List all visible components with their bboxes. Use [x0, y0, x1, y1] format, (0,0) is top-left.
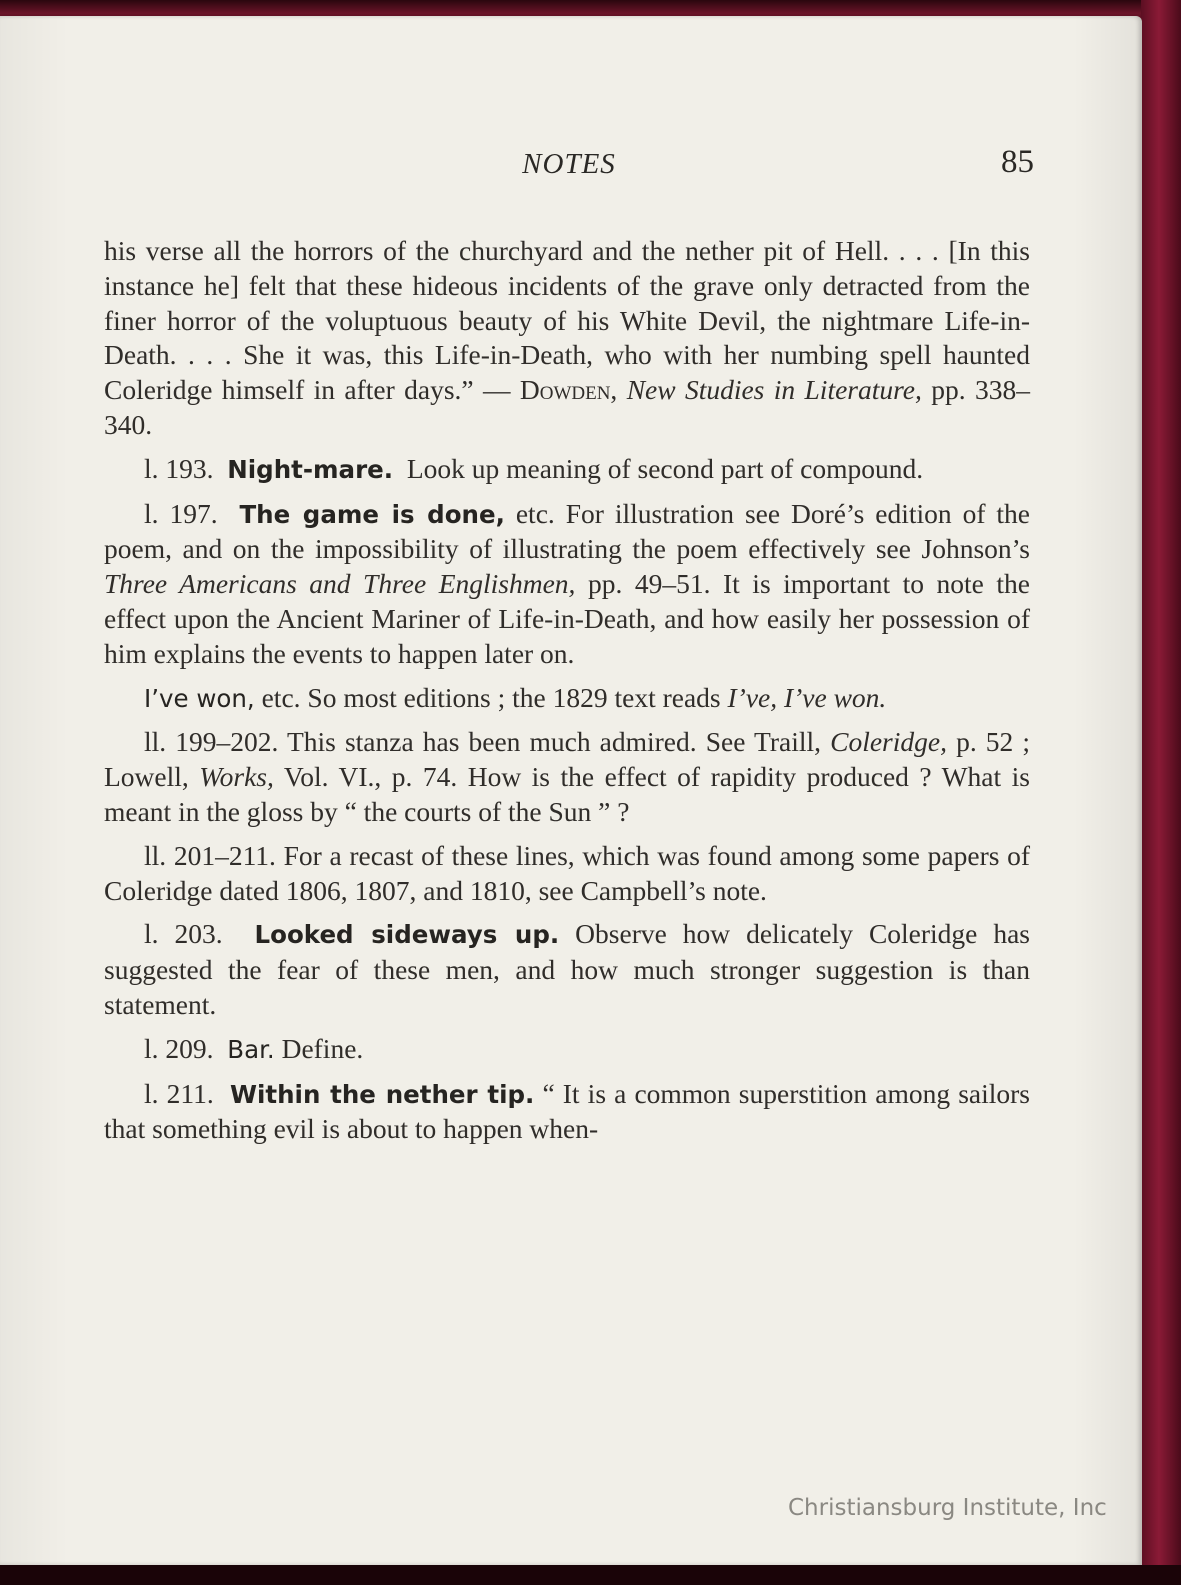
running-head [104, 144, 1034, 184]
note-paragraph [104, 497, 1030, 672]
note-lemma: Night-mare. [227, 454, 394, 484]
running-head-title: NOTES [522, 148, 616, 180]
note-text: This stanza has been much admired. See Traill, [278, 726, 831, 758]
book-cover-right-edge [1141, 0, 1181, 1585]
note-text: “ It is a common superstition among sailors that something evil is about to happen when- [104, 1077, 1031, 1145]
note-italic-title: Works, [199, 761, 274, 793]
note-text: So most editions ; the 1829 text reads [300, 681, 728, 713]
note-text: Look up meaning of second part of compound. [406, 452, 924, 484]
note-text: For a recast of these lines, which was found among some papers of Coleridge dated 1806, 1807, and 1810, see Campbell’s note. [104, 839, 1030, 906]
book-cover-bottom-edge [0, 1565, 1181, 1585]
note-lemma-tail: etc. [504, 497, 555, 529]
note-line-ref: l. 209. [144, 1032, 214, 1064]
note-text: p. 52 ; Lowell, [104, 726, 1031, 793]
page-number: 85 [1001, 144, 1034, 180]
note-text: Observe how delicately Coleridge has suggested the fear of these men, and how much stronger suggestion is than statement. [104, 918, 1030, 1020]
note-italic-title: Coleridge, [830, 726, 947, 758]
note-paragraph [104, 917, 1030, 1022]
note-paragraph [104, 725, 1030, 829]
note-lemma-tail: etc. [254, 681, 301, 713]
intro-pages: pp. 338–340. [104, 374, 1030, 440]
note-line-ref: l. 193. [144, 452, 214, 484]
note-paragraph [104, 452, 1030, 488]
notes-text [104, 234, 1030, 1156]
note-paragraph [104, 681, 1030, 717]
note-lemma: I’ve won, [144, 683, 255, 713]
note-lemma: The game is done, [239, 499, 505, 529]
book-page [0, 16, 1142, 1565]
note-line-ref: ll. 199–202. [144, 726, 279, 758]
note-line-ref: ll. 201–211. [144, 839, 276, 871]
note-text: pp. 49–51. It is important to note the effect upon the Ancient Mariner of Life-in-Death, and how easily her possession of him explains the events to happen later on. [104, 568, 1030, 669]
note-paragraph [104, 1032, 1030, 1068]
note-text: For illustration see Doré’s edition of the poem, and on the impossibility of illustrating the poem effectively see Johnson’s [104, 497, 1031, 565]
note-lemma: Within the nether tip. [229, 1079, 535, 1109]
note-line-ref: l. 211. [144, 1077, 214, 1109]
note-text: Vol. VI., p. 74. How is the effect of rapidity produced ? What is meant in the gloss by “ the courts of the Sun ” ? [104, 761, 1030, 827]
intro-work: New Studies in Literature, [626, 374, 922, 406]
note-lemma: Bar. [227, 1034, 275, 1064]
intro-author: Dowden, [519, 374, 618, 406]
note-italic-title: Three Americans and Three Englishmen, [104, 568, 576, 600]
note-line-ref: l. 203. [144, 918, 223, 950]
intro-paragraph [104, 234, 1030, 443]
note-paragraph [104, 1077, 1030, 1148]
intro-text: his verse all the horrors of the churchyard and the nether pit of Hell. . . . [In this instance he] felt that these hideous incidents of the grave only detracted from the finer horror of the voluptuous beauty of his White Devil, the nightmare Life-in-Death. . . . She it was, this Life-in-Death, who with her numbing spell haunted Coleridge himself in after days.” — [104, 235, 1030, 406]
watermark: Christiansburg Institute, Inc [788, 1495, 1107, 1521]
note-lemma: Looked sideways up. [254, 920, 560, 950]
note-line-ref: l. 197. [144, 497, 218, 529]
note-italic-text: I’ve, I’ve won. [727, 681, 887, 713]
note-paragraph [104, 839, 1030, 909]
note-text: Define. [274, 1032, 364, 1064]
